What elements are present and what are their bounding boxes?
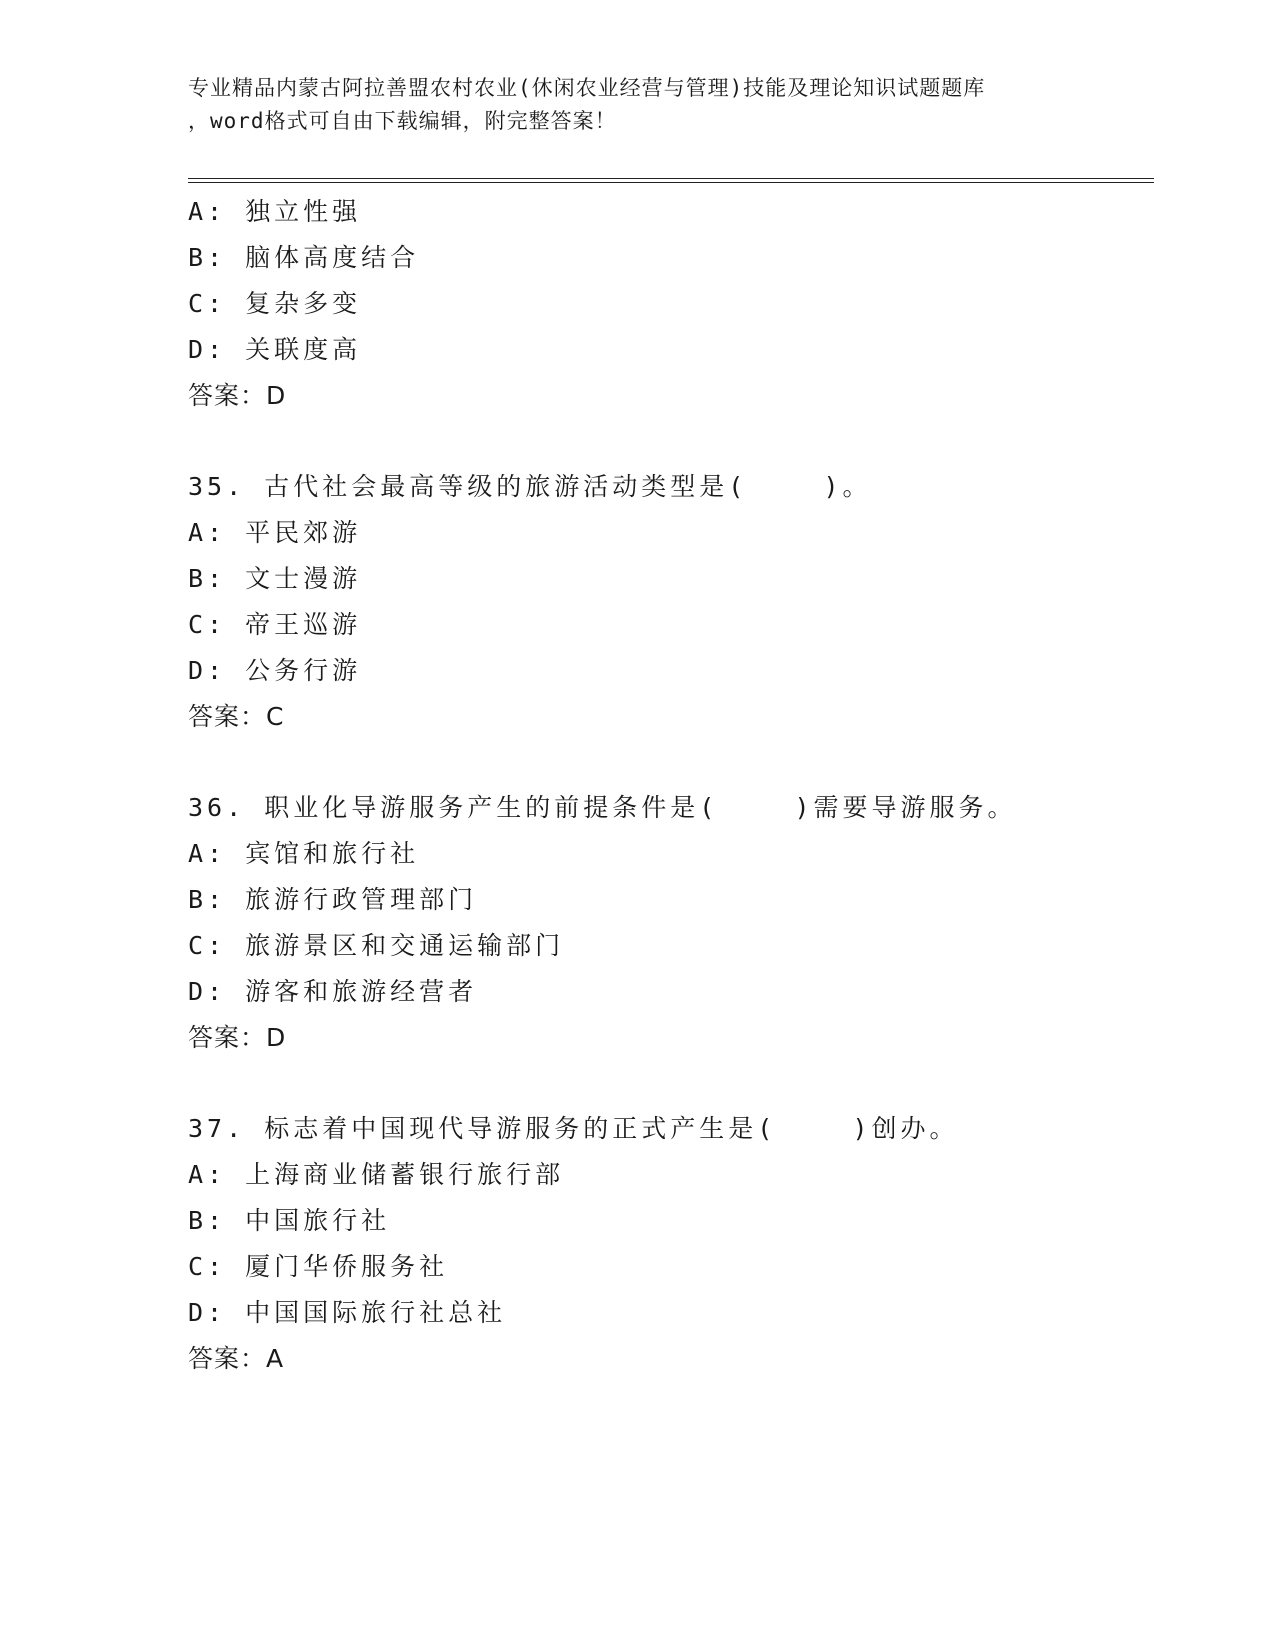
- option-d: D: 中国国际旅行社总社: [188, 1298, 507, 1327]
- option-d: D: 关联度高: [188, 335, 362, 364]
- header-rule-top: [188, 178, 1154, 179]
- option-d: D: 游客和旅游经营者: [188, 977, 478, 1006]
- option-d: D: 公务行游: [188, 656, 362, 685]
- question-list: [188, 189, 1148, 1382]
- question-text: 36. 职业化导游服务产生的前提条件是( )需要导游服务。: [188, 793, 1017, 822]
- option-a: A: 上海商业储蓄银行旅行部: [188, 1160, 565, 1189]
- option-b: B: 文士漫游: [188, 564, 362, 593]
- header-title-line: 专业精品内蒙古阿拉善盟农村农业(休闲农业经营与管理)技能及理论知识试题题库: [188, 76, 986, 100]
- question-text: 37. 标志着中国现代导游服务的正式产生是( )创办。: [188, 1114, 959, 1143]
- header-rule-bottom: [188, 182, 1154, 183]
- option-a: A: 独立性强: [188, 197, 362, 226]
- option-c: C: 复杂多变: [188, 289, 362, 318]
- answer-line: 答案：D: [188, 1023, 287, 1052]
- option-a: A: 平民郊游: [188, 518, 362, 547]
- option-b: B: 脑体高度结合: [188, 243, 420, 272]
- question-text: 35. 古代社会最高等级的旅游活动类型是( )。: [188, 472, 872, 501]
- option-a: A: 宾馆和旅行社: [188, 839, 420, 868]
- document-header: [188, 72, 1088, 138]
- option-c: C: 旅游景区和交通运输部门: [188, 931, 565, 960]
- option-b: B: 旅游行政管理部门: [188, 885, 478, 914]
- question-block: [188, 189, 1148, 419]
- option-b: B: 中国旅行社: [188, 1206, 391, 1235]
- option-c: C: 厦门华侨服务社: [188, 1252, 449, 1281]
- question-block: [188, 1106, 1148, 1382]
- answer-line: 答案：C: [188, 702, 285, 731]
- answer-line: 答案：D: [188, 381, 287, 410]
- header-subtitle-line: ，word格式可自由下载编辑，附完整答案！: [188, 109, 617, 133]
- answer-line: 答案：A: [188, 1344, 285, 1373]
- question-block: [188, 785, 1148, 1061]
- option-c: C: 帝王巡游: [188, 610, 362, 639]
- question-block: [188, 464, 1148, 740]
